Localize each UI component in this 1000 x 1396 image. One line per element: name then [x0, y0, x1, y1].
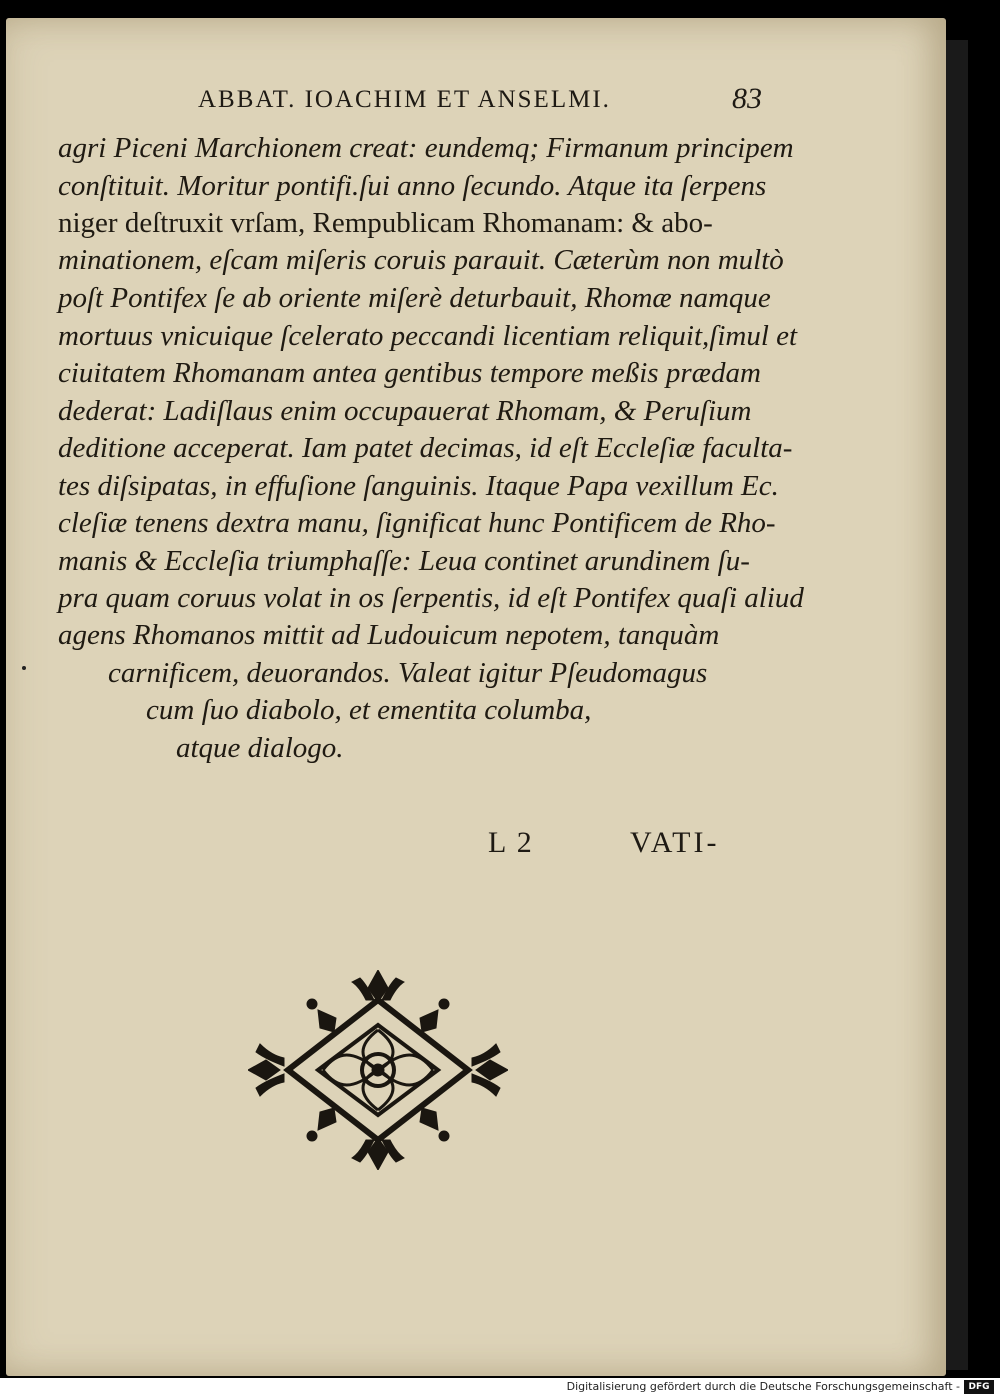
folio-number: 83 [732, 82, 762, 115]
text-line-5: poſt Pontifex ſe ab oriente miſerè deturbauit, Rhomæ namque [58, 282, 771, 314]
text-line-6: mortuus vnicuique ſcelerato peccandi licentiam reliquit,ſimul et [58, 320, 798, 352]
signature-mark: L 2 [488, 826, 534, 859]
text-line-2: conſtituit. Moritur pontifi.ſui anno ſecundo. Atque ita ſerpens [58, 170, 767, 202]
text-line-7: ciuitatem Rhomanam antea gentibus tempore meßis prædam [58, 357, 761, 389]
text-line-11: cleſiæ tenens dextra manu, ſignificat hunc Pontificem de Rho- [58, 507, 776, 539]
dfg-logo: DFG [964, 1380, 994, 1394]
text-line-13: pra quam coruus volat in os ſerpentis, id eſt Pontifex quaſi aliud [58, 582, 804, 614]
text-line-1: agri Piceni Marchionem creat: eundemq; Firmanum principem [58, 132, 794, 164]
text-line-10: tes diſsipatas, in effuſione ſanguinis. Itaque Papa vexillum Ec. [58, 470, 779, 502]
text-line-3: niger deſtruxit vrſam, Rempublicam Rhomanam: & abo- [58, 207, 713, 239]
page-edge-shadow [946, 40, 968, 1370]
text-line-17: atque dialogo. [176, 732, 344, 764]
catchword: VATI- [630, 826, 720, 859]
text-line-16: cum ſuo diabolo, et ementita columba, [146, 694, 592, 726]
running-title: ABBAT. IOACHIM ET ANSELMI. [198, 86, 611, 113]
text-line-15: carnificem, deuorandos. Valeat igitur Pſeudomagus [108, 657, 708, 689]
text-line-4: minationem, eſcam miſeris coruis parauit. Cæterùm non multò [58, 244, 784, 276]
text-line-12: manis & Eccleſia triumphaſſe: Leua continet arundinem ſu- [58, 545, 750, 577]
fleuron-ornament-icon [248, 970, 508, 1170]
text-line-8: dederat: Ladiſlaus enim occupauerat Rhomam, & Peruſium [58, 395, 752, 427]
margin-mark [22, 666, 26, 670]
footer-credit: Digitalisierung gefördert durch die Deutsche Forschungsgemeinschaft - [566, 1380, 960, 1393]
text-line-14: agens Rhomanos mittit ad Ludouicum nepotem, tanquàm [58, 619, 720, 651]
text-line-9: deditione acceperat. Iam patet decimas, id eſt Eccleſiæ faculta- [58, 432, 793, 464]
